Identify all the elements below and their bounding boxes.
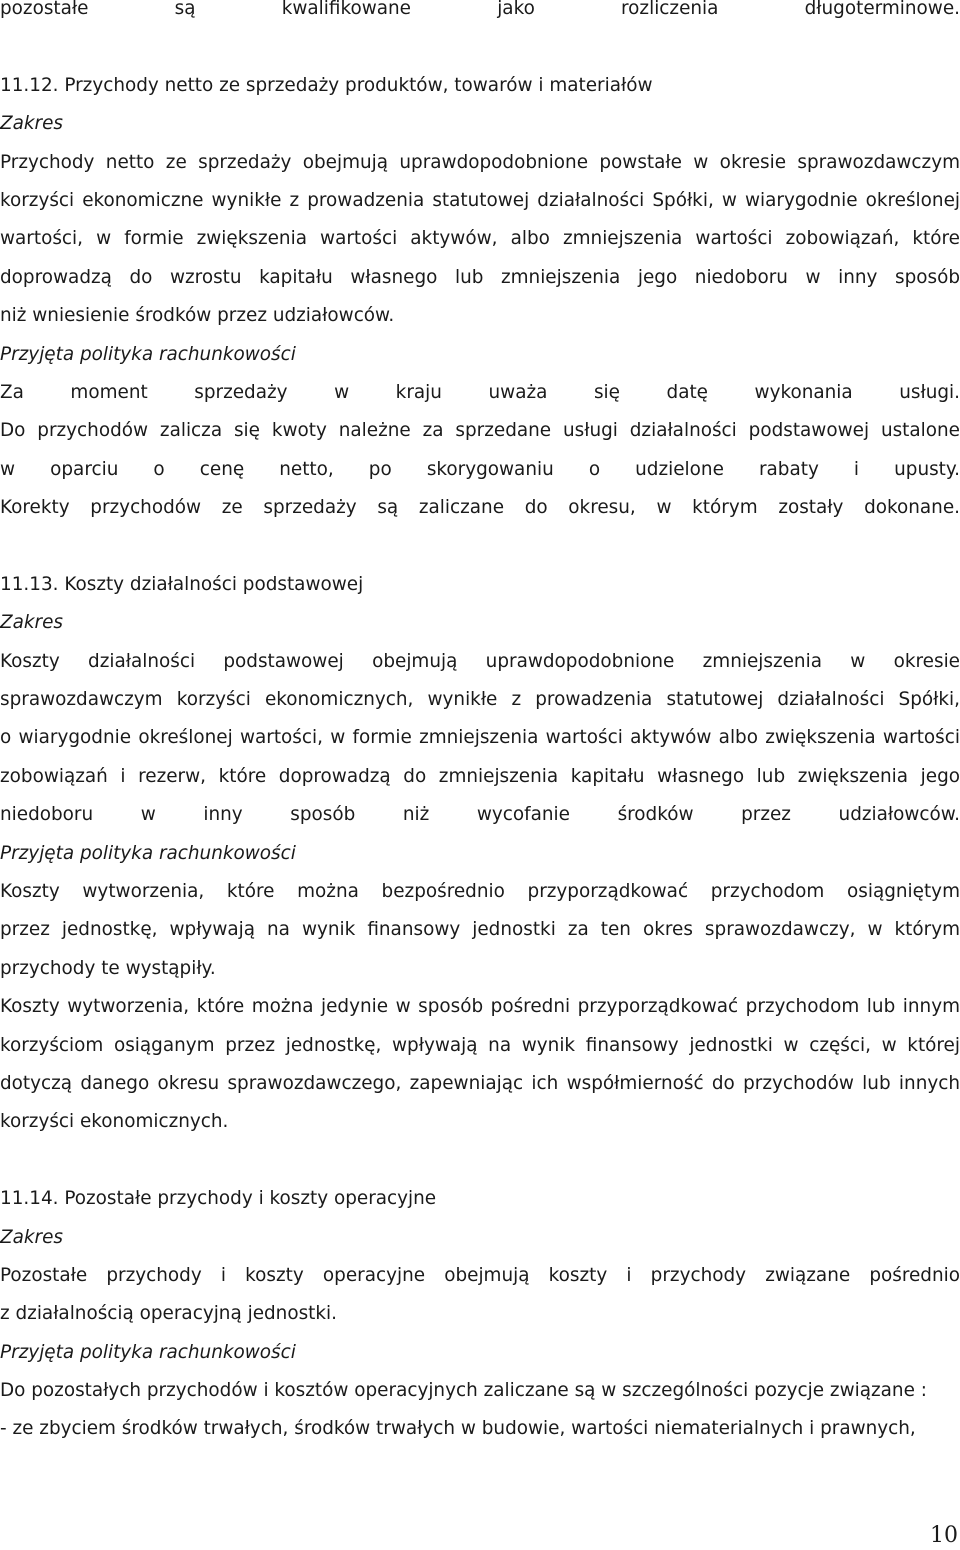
paragraph-line: o wiarygodnie określonej wartości, w formie zmniejszenia wartości aktywów albo zwiększenia wartości: [0, 727, 960, 749]
paragraph-line: niedoboru w inny sposób niż wycofanie środków przez udziałowców.: [0, 804, 960, 826]
paragraph-line: Przychody netto ze sprzedaży obejmują uprawdopodobnione powstałe w okresie sprawozdawczym: [0, 151, 960, 173]
subheading-polityka: Przyjęta polityka rachunkowości: [0, 343, 296, 365]
section-heading: 11.12. Przychody netto ze sprzedaży produktów, towarów i materiałów: [0, 74, 653, 96]
paragraph-line: pozostałe są kwalifikowane jako rozliczenia długoterminowe.: [0, 0, 960, 19]
paragraph-line: doprowadzą do wzrostu kapitału własnego lub zmniejszenia jego niedoboru w inny sposób: [0, 266, 960, 288]
subheading-polityka: Przyjęta polityka rachunkowości: [0, 1341, 296, 1363]
subheading-zakres: Zakres: [0, 612, 63, 634]
paragraph-line: przychody te wystąpiły.: [0, 957, 216, 979]
paragraph-line: z działalnością operacyjną jednostki.: [0, 1303, 337, 1325]
spacer: [0, 1142, 960, 1180]
paragraph-line: Pozostałe przychody i koszty operacyjne obejmują koszty i przychody związane pośrednio: [0, 1264, 960, 1286]
paragraph-line: Do pozostałych przychodów i kosztów operacyjnych zaliczane są w szczególności pozycje związane :: [0, 1380, 927, 1402]
section-heading: 11.14. Pozostałe przychody i koszty operacyjne: [0, 1188, 437, 1210]
section-heading: 11.13. Koszty działalności podstawowej: [0, 573, 364, 595]
paragraph-line: Koszty wytworzenia, które można bezpośrednio przyporządkować przychodom osiągniętym: [0, 880, 960, 902]
spacer: [0, 527, 960, 565]
spacer: [0, 28, 960, 66]
paragraph-line: niż wniesienie środków przez udziałowców.: [0, 305, 395, 327]
paragraph-line: Koszty wytworzenia, które można jedynie w sposób pośredni przyporządkować przychodom lub innym: [0, 996, 960, 1018]
paragraph-line: korzyści ekonomicznych.: [0, 1111, 229, 1133]
subheading-polityka: Przyjęta polityka rachunkowości: [0, 842, 296, 864]
paragraph-line: dotyczą danego okresu sprawozdawczego, zapewniając ich współmierność do przychodów lub innych: [0, 1072, 960, 1094]
paragraph-line: Korekty przychodów ze sprzedaży są zaliczane do okresu, w którym zostały dokonane.: [0, 497, 960, 519]
paragraph-line: Do przychodów zalicza się kwoty należne za sprzedane usługi działalności podstawowej ustalone: [0, 420, 960, 442]
paragraph-line: przez jednostkę, wpływają na wynik finansowy jednostki za ten okres sprawozdawczy, w którym: [0, 919, 960, 941]
paragraph-line: Koszty działalności podstawowej obejmują uprawdopodobnione zmniejszenia w okresie: [0, 650, 960, 672]
paragraph-line: korzyściom osiąganym przez jednostkę, wpływają na wynik finansowy jednostki w części, w której: [0, 1034, 960, 1056]
paragraph-line: w oparciu o cenę netto, po skorygowaniu o udzielone rabaty i upusty.: [0, 458, 960, 480]
subheading-zakres: Zakres: [0, 113, 63, 135]
paragraph-line: zobowiązań i rezerw, które doprowadzą do zmniejszenia kapitału własnego lub zwiększenia jego: [0, 765, 960, 787]
page-number: 10: [930, 1523, 958, 1548]
paragraph-line: sprawozdawczym korzyści ekonomicznych, wynikłe z prowadzenia statutowej działalności Spółki,: [0, 689, 960, 711]
subheading-zakres: Zakres: [0, 1226, 63, 1248]
paragraph-line: wartości, w formie zwiększenia wartości aktywów, albo zmniejszenia wartości zobowiązań, które: [0, 228, 960, 250]
paragraph-line: Za moment sprzedaży w kraju uważa się datę wykonania usługi.: [0, 381, 960, 403]
paragraph-line: - ze zbyciem środków trwałych, środków trwałych w budowie, wartości niematerialnych i prawnych,: [0, 1418, 916, 1440]
paragraph-line: korzyści ekonomiczne wynikłe z prowadzenia statutowej działalności Spółki, w wiarygodnie określonej: [0, 189, 960, 211]
